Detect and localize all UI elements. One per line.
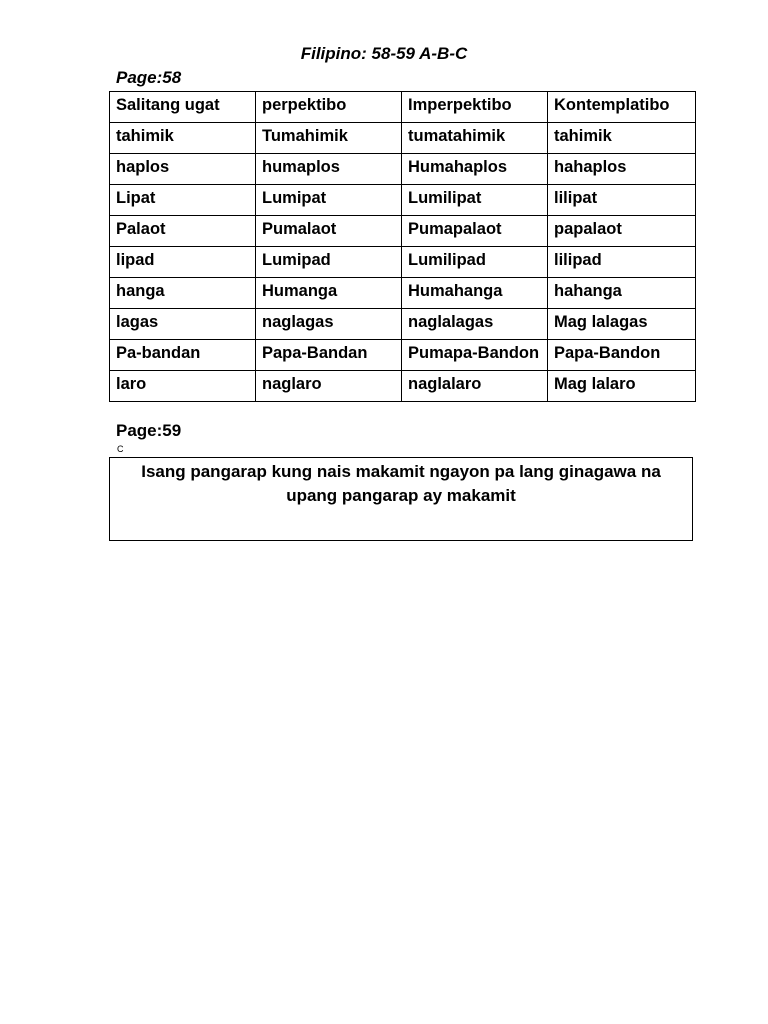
table-cell: Palaot [110,216,256,247]
verb-aspect-table [109,91,696,402]
table-cell: Papa-Bandan [256,340,402,371]
part-letter: C [117,444,124,454]
table-cell: humaplos [256,154,402,185]
table-cell: Papa-Bandon [548,340,696,371]
table-cell: hanga [110,278,256,309]
table-header-row [110,92,696,123]
table-cell: naglalaro [402,371,548,402]
page-59-heading: Page:59 [116,421,182,440]
table-cell: Lumipat [256,185,402,216]
table-cell: lagas [110,309,256,340]
table-cell: Lipat [110,185,256,216]
table-cell: naglagas [256,309,402,340]
document-title: Filipino: 58-59 A-B-C [300,44,468,63]
table-cell: Humahanga [402,278,548,309]
page-58-heading: Page:58 [116,68,182,87]
table-row [110,247,696,278]
table-row [110,185,696,216]
verb-table-body [110,92,696,402]
table-row [110,371,696,402]
table-cell: hahanga [548,278,696,309]
table-cell: tahimik [110,123,256,154]
answer-box [109,457,693,541]
table-cell: naglaro [256,371,402,402]
table-cell: hahaplos [548,154,696,185]
table-cell: Lumilipad [402,247,548,278]
table-row [110,154,696,185]
table-cell: tahimik [548,123,696,154]
table-cell: lilipat [548,185,696,216]
table-cell: Humahaplos [402,154,548,185]
table-cell: lilipad [548,247,696,278]
table-row [110,216,696,247]
table-cell: laro [110,371,256,402]
table-row [110,340,696,371]
answer-text: Isang pangarap kung nais makamit ngayon pa lang ginagawa na upang pangarap ay makamit [141,462,661,505]
table-cell: Imperpektibo [402,92,548,123]
table-cell: Humanga [256,278,402,309]
table-cell: Pumalaot [256,216,402,247]
table-cell: Salitang ugat [110,92,256,123]
table-cell: Pumapa-Bandon [402,340,548,371]
table-cell: tumatahimik [402,123,548,154]
table-row [110,123,696,154]
table-cell: Lumipad [256,247,402,278]
table-row [110,278,696,309]
table-cell: Kontemplatibo [548,92,696,123]
table-cell: perpektibo [256,92,402,123]
table-cell: Pa-bandan [110,340,256,371]
table-cell: Pumapalaot [402,216,548,247]
table-cell: haplos [110,154,256,185]
table-cell: naglalagas [402,309,548,340]
table-cell: papalaot [548,216,696,247]
table-cell: Tumahimik [256,123,402,154]
table-cell: Mag lalagas [548,309,696,340]
table-cell: Lumilipat [402,185,548,216]
table-cell: lipad [110,247,256,278]
table-row [110,309,696,340]
table-cell: Mag lalaro [548,371,696,402]
